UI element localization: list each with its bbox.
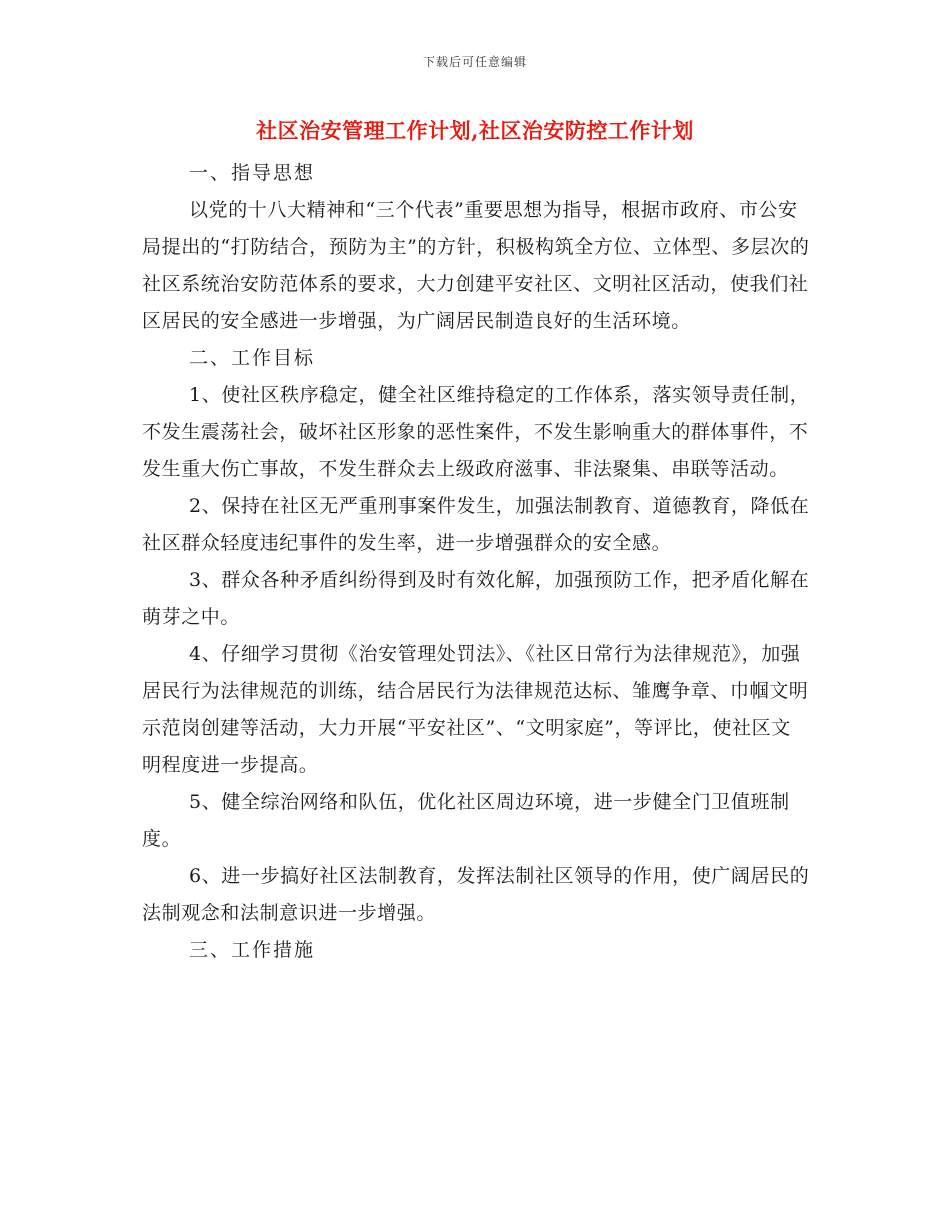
paragraph-goal-3: 3、群众各种矛盾纠纷得到及时有效化解，加强预防工作，把矛盾化解在萌芽之中。: [142, 569, 810, 628]
document-title: 社区治安管理工作计划,社区治安防控工作计划: [256, 118, 694, 143]
section-heading-work-goals: 二、工作目标: [189, 347, 316, 369]
paragraph-goal-5: 5、健全综治网络和队伍，优化社区周边环境，进一步健全门卫值班制度。: [142, 791, 790, 850]
header-note: 下载后可任意编辑: [422, 55, 527, 69]
paragraph-goal-1: 1、使社区秩序稳定，健全社区维持稳定的工作体系，落实领导责任制，不发生震荡社会，破坏社区形象的恶性案件，不发生影响重大的群体事件，不发生重大伤亡事故，不发生群众去上级政府滋事、非法聚集、串联等活动。: [142, 384, 810, 480]
paragraph-goal-2: 2、保持在社区无严重刑事案件发生，加强法制教育、道德教育，降低在社区群众轻度违纪事件的发生率，进一步增强群众的安全感。: [142, 495, 810, 554]
paragraph-goal-4: 4、仔细学习贯彻《治安管理处罚法》、《社区日常行为法律规范》，加强居民行为法律规范的训练，结合居民行为法律规范达标、雏鹰争章、巾帼文明示范岗创建等活动，大力开展“平安社区”、“文明家庭”，等评比，使社区文明程度进一步提高。: [142, 643, 809, 776]
section-heading-guiding-ideology: 一、指导思想: [189, 162, 316, 184]
paragraph-goal-6: 6、进一步搞好社区法制教育，发挥法制社区领导的作用，使广阔居民的法制观念和法制意识进一步增强。: [142, 865, 810, 924]
paragraph-guiding-ideology: 以党的十八大精神和“三个代表”重要思想为指导，根据市政府、市公安局提出的“打防结合，预防为主”的方针，积极构筑全方位、立体型、多层次的社区系统治安防范体系的要求，大力创建平安社区、文明社区活动，使我们社区居民的安全感进一步增强，为广阔居民制造良好的生活环境。: [142, 199, 810, 332]
document-body: [142, 155, 810, 969]
section-heading-work-measures: 三、工作措施: [189, 939, 316, 961]
